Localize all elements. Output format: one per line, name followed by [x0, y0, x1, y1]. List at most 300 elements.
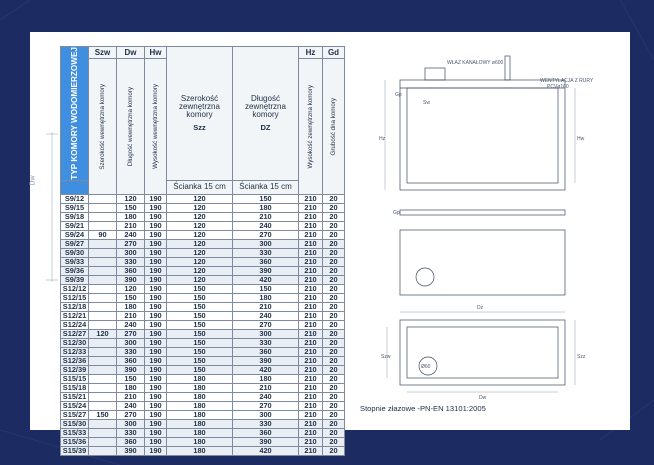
cell-hw: 190: [145, 203, 167, 212]
cell-szw: 120: [89, 329, 117, 338]
cell-dw: 330: [117, 347, 145, 356]
cell-hw: 190: [145, 248, 167, 257]
cell-hz: 210: [299, 194, 323, 203]
cell-dz: 180: [233, 203, 299, 212]
cell-dz: 240: [233, 392, 299, 401]
cell-hw: 190: [145, 311, 167, 320]
cell-szz: 120: [167, 194, 233, 203]
cell-hz: 210: [299, 374, 323, 383]
phi-label: Ø60: [421, 364, 431, 370]
cell-szz: 150: [167, 356, 233, 365]
table-row: [61, 410, 345, 419]
vent-label-2: PCVø160: [547, 84, 569, 90]
cell-szw: [89, 212, 117, 221]
hatch-shape: [425, 68, 445, 80]
cell-szw: [89, 338, 117, 347]
cell-hz: 210: [299, 356, 323, 365]
cell-szw: [89, 392, 117, 401]
cell-typ: S12/24: [61, 320, 89, 329]
cell-dw: 240: [117, 320, 145, 329]
cell-typ: S12/33: [61, 347, 89, 356]
cell-hz: 210: [299, 410, 323, 419]
cell-hz: 210: [299, 257, 323, 266]
cell-szw: [89, 194, 117, 203]
szw-label: Szw: [381, 354, 391, 360]
cell-szw: [89, 437, 117, 446]
side-dimension-label: Dw: [29, 175, 37, 186]
cell-gd: 20: [323, 257, 345, 266]
cell-hw: 190: [145, 257, 167, 266]
cell-szz: 120: [167, 275, 233, 284]
cell-gd: 20: [323, 275, 345, 284]
cell-szz: 120: [167, 203, 233, 212]
header-hz-desc: Wysokość zewnętrzna komory: [299, 59, 323, 195]
cell-gd: 20: [323, 446, 345, 455]
cell-gd: 20: [323, 212, 345, 221]
cell-dz: 300: [233, 410, 299, 419]
cell-szw: [89, 356, 117, 365]
cell-hw: 190: [145, 446, 167, 455]
cell-typ: S9/36: [61, 266, 89, 275]
cell-dz: 300: [233, 239, 299, 248]
header-hz: Hz: [299, 47, 323, 59]
cell-dz: 150: [233, 284, 299, 293]
cell-dz: 150: [233, 194, 299, 203]
cell-hw: 190: [145, 365, 167, 374]
hatch-label: WŁAZ KANAŁOWY ø600: [447, 60, 504, 66]
cell-hw: 190: [145, 383, 167, 392]
cell-hz: 210: [299, 383, 323, 392]
cell-szz: 150: [167, 302, 233, 311]
cell-szw: [89, 275, 117, 284]
cell-typ: S12/18: [61, 302, 89, 311]
cell-szw: [89, 266, 117, 275]
cell-typ: S15/27: [61, 410, 89, 419]
cell-dz: 360: [233, 257, 299, 266]
cell-gd: 20: [323, 302, 345, 311]
cell-typ: S15/18: [61, 383, 89, 392]
cell-hz: 210: [299, 302, 323, 311]
cell-hw: 190: [145, 401, 167, 410]
table-row: [61, 392, 345, 401]
header-dz: Długość zewnętrzna komory DZ: [233, 47, 299, 181]
cell-dw: 150: [117, 293, 145, 302]
cell-dw: 330: [117, 257, 145, 266]
cell-dw: 390: [117, 275, 145, 284]
cell-dz: 330: [233, 419, 299, 428]
cell-szz: 180: [167, 446, 233, 455]
cell-hw: 190: [145, 275, 167, 284]
table-row: [61, 230, 345, 239]
cell-hw: 190: [145, 221, 167, 230]
cell-dz: 360: [233, 347, 299, 356]
cell-hz: 210: [299, 437, 323, 446]
cell-hw: 190: [145, 392, 167, 401]
cell-szw: [89, 347, 117, 356]
top-inner: [407, 327, 558, 378]
cell-dw: 210: [117, 311, 145, 320]
cell-hz: 210: [299, 230, 323, 239]
cell-hz: 210: [299, 293, 323, 302]
vent-pipe-shape: [505, 56, 510, 80]
top-outline: [400, 320, 565, 385]
table-row: [61, 401, 345, 410]
cell-szw: [89, 320, 117, 329]
hw-label: Hw: [577, 136, 585, 142]
cell-hz: 210: [299, 203, 323, 212]
cell-hz: 210: [299, 248, 323, 257]
cell-typ: S12/27: [61, 329, 89, 338]
cell-szz: 150: [167, 284, 233, 293]
vent-label-1: WENTYLACJA Z RURY: [540, 78, 594, 84]
cell-dw: 270: [117, 329, 145, 338]
cell-hz: 210: [299, 221, 323, 230]
cell-szw: [89, 302, 117, 311]
cell-dz: 240: [233, 221, 299, 230]
cell-typ: S9/15: [61, 203, 89, 212]
cell-szz: 150: [167, 329, 233, 338]
cell-szw: [89, 383, 117, 392]
cell-gd: 20: [323, 311, 345, 320]
cell-szz: 180: [167, 392, 233, 401]
cell-dw: 360: [117, 437, 145, 446]
cell-gd: 20: [323, 419, 345, 428]
table-row: [61, 275, 345, 284]
cell-dz: 240: [233, 311, 299, 320]
cell-szw: [89, 401, 117, 410]
cell-szz: 180: [167, 410, 233, 419]
table-row: [61, 365, 345, 374]
cell-szw: [89, 203, 117, 212]
cell-hz: 210: [299, 311, 323, 320]
cell-typ: S12/21: [61, 311, 89, 320]
header-szw-desc: Szerokość wewnętrzna komory: [89, 59, 117, 195]
cell-dw: 120: [117, 194, 145, 203]
header-type: TYP KOMORY WODOMIERZOWEJ: [61, 47, 89, 181]
cell-hw: 190: [145, 212, 167, 221]
cell-szz: 180: [167, 374, 233, 383]
cell-dz: 330: [233, 248, 299, 257]
cell-dz: 420: [233, 446, 299, 455]
cell-dw: 210: [117, 392, 145, 401]
cell-dz: 270: [233, 320, 299, 329]
cell-dw: 300: [117, 338, 145, 347]
cell-hw: 190: [145, 329, 167, 338]
cell-hw: 190: [145, 320, 167, 329]
table-row: [61, 257, 345, 266]
cell-gd: 20: [323, 401, 345, 410]
cell-typ: S9/21: [61, 221, 89, 230]
norm-note: Stopnie złazowe -PN-EN 13101:2005: [360, 404, 486, 413]
cell-dz: 390: [233, 437, 299, 446]
cell-typ: S15/39: [61, 446, 89, 455]
cell-typ: S12/15: [61, 293, 89, 302]
cell-gd: 20: [323, 392, 345, 401]
cell-hw: 190: [145, 293, 167, 302]
header-dw: Dw: [117, 47, 145, 59]
cell-dz: 420: [233, 365, 299, 374]
cell-gd: 20: [323, 383, 345, 392]
table-row: [61, 356, 345, 365]
cell-szz: 120: [167, 257, 233, 266]
cell-dw: 180: [117, 383, 145, 392]
cell-dw: 390: [117, 365, 145, 374]
cell-typ: S15/33: [61, 428, 89, 437]
cell-gd: 20: [323, 284, 345, 293]
cell-dz: 360: [233, 428, 299, 437]
table-row: [61, 383, 345, 392]
cell-dw: 360: [117, 356, 145, 365]
table-row: [61, 419, 345, 428]
cell-szw: 150: [89, 410, 117, 419]
cell-dz: 210: [233, 212, 299, 221]
cell-dw: 330: [117, 428, 145, 437]
cell-gd: 20: [323, 248, 345, 257]
cell-hz: 210: [299, 212, 323, 221]
cell-typ: S15/21: [61, 392, 89, 401]
cell-hw: 190: [145, 347, 167, 356]
table-row: [61, 329, 345, 338]
table-row: [61, 347, 345, 356]
cell-hz: 210: [299, 266, 323, 275]
technical-drawings: [355, 40, 595, 400]
cell-hw: 190: [145, 302, 167, 311]
szz-label: Szz: [577, 354, 586, 360]
table-row: [61, 338, 345, 347]
cell-typ: S9/30: [61, 248, 89, 257]
cell-typ: S15/36: [61, 437, 89, 446]
cell-typ: S15/24: [61, 401, 89, 410]
cell-gd: 20: [323, 329, 345, 338]
cell-hw: 190: [145, 419, 167, 428]
cell-szw: [89, 374, 117, 383]
cell-typ: S9/27: [61, 239, 89, 248]
cell-dw: 390: [117, 446, 145, 455]
table-row: [61, 428, 345, 437]
cell-szz: 120: [167, 239, 233, 248]
cell-dz: 210: [233, 383, 299, 392]
cell-dz: 270: [233, 230, 299, 239]
cell-gd: 20: [323, 347, 345, 356]
header-dw-desc: Długość wewnętrzna komory: [117, 59, 145, 195]
header-szz: Szerokość zewnętrzna komory Szz: [167, 47, 233, 181]
cell-typ: S9/18: [61, 212, 89, 221]
cell-dw: 210: [117, 221, 145, 230]
cell-szz: 180: [167, 383, 233, 392]
cell-typ: S12/30: [61, 338, 89, 347]
cell-hw: 190: [145, 338, 167, 347]
cell-typ: S9/39: [61, 275, 89, 284]
cell-dw: 300: [117, 248, 145, 257]
cell-szz: 120: [167, 221, 233, 230]
cell-szz: 150: [167, 320, 233, 329]
cell-szz: 150: [167, 347, 233, 356]
cell-hz: 210: [299, 419, 323, 428]
cell-dw: 150: [117, 374, 145, 383]
cell-szz: 180: [167, 401, 233, 410]
cell-typ: S15/30: [61, 419, 89, 428]
cell-hw: 190: [145, 356, 167, 365]
cell-szz: 150: [167, 338, 233, 347]
cell-szz: 150: [167, 365, 233, 374]
cell-dw: 270: [117, 239, 145, 248]
cell-gd: 20: [323, 356, 345, 365]
table-row: [61, 320, 345, 329]
cell-gd: 20: [323, 230, 345, 239]
gp-plan-label: Gp: [393, 210, 400, 216]
cell-hz: 210: [299, 320, 323, 329]
cell-dz: 390: [233, 356, 299, 365]
gp-label: Gp: [395, 92, 402, 98]
cell-hw: 190: [145, 230, 167, 239]
header-gd: Gd: [323, 47, 345, 59]
cell-szw: [89, 365, 117, 374]
cell-szw: 90: [89, 230, 117, 239]
cell-hz: 210: [299, 446, 323, 455]
cell-szw: [89, 221, 117, 230]
table-row: [61, 221, 345, 230]
cell-szw: [89, 446, 117, 455]
cell-dz: 180: [233, 293, 299, 302]
table-row: [61, 194, 345, 203]
hz-label: Hz: [379, 136, 386, 142]
cell-gd: 20: [323, 320, 345, 329]
cell-dw: 360: [117, 266, 145, 275]
table-row: [61, 212, 345, 221]
cell-szw: [89, 311, 117, 320]
cell-szw: [89, 239, 117, 248]
cell-hw: 190: [145, 239, 167, 248]
cell-gd: 20: [323, 374, 345, 383]
header-szz-wall: Ścianka 15 cm: [167, 180, 233, 194]
cell-hw: 190: [145, 284, 167, 293]
table-row: [61, 302, 345, 311]
cell-gd: 20: [323, 221, 345, 230]
cell-szz: 150: [167, 311, 233, 320]
cell-hw: 190: [145, 428, 167, 437]
cell-gd: 20: [323, 410, 345, 419]
table-row: [61, 374, 345, 383]
cell-gd: 20: [323, 293, 345, 302]
cell-dz: 210: [233, 302, 299, 311]
cell-dz: 180: [233, 374, 299, 383]
header-dz-wall: Ścianka 15 cm: [233, 180, 299, 194]
header-type-spacer: [61, 180, 89, 194]
cell-dz: 300: [233, 329, 299, 338]
cell-dz: 270: [233, 401, 299, 410]
cell-szz: 120: [167, 266, 233, 275]
cell-typ: S12/12: [61, 284, 89, 293]
plan-hatch-circle: [416, 268, 434, 286]
header-hw: Hw: [145, 47, 167, 59]
cell-dw: 240: [117, 230, 145, 239]
sw-label: Sw: [423, 100, 430, 106]
cell-szz: 150: [167, 293, 233, 302]
cell-dw: 120: [117, 284, 145, 293]
cell-typ: S12/39: [61, 365, 89, 374]
cell-dz: 330: [233, 338, 299, 347]
cell-dz: 420: [233, 275, 299, 284]
table-row: [61, 437, 345, 446]
cell-hw: 190: [145, 437, 167, 446]
cell-szz: 180: [167, 428, 233, 437]
cell-dw: 270: [117, 410, 145, 419]
cell-gd: 20: [323, 428, 345, 437]
table-row: [61, 284, 345, 293]
cell-hz: 210: [299, 365, 323, 374]
cell-gd: 20: [323, 266, 345, 275]
cell-gd: 20: [323, 437, 345, 446]
cell-szz: 180: [167, 419, 233, 428]
cell-dw: 180: [117, 302, 145, 311]
section-outline: [400, 80, 565, 190]
cell-szw: [89, 284, 117, 293]
table-row: [61, 248, 345, 257]
cell-szw: [89, 248, 117, 257]
cell-typ: S9/33: [61, 257, 89, 266]
cell-hz: 210: [299, 239, 323, 248]
table-body: [61, 194, 345, 455]
cell-gd: 20: [323, 203, 345, 212]
cell-hz: 210: [299, 392, 323, 401]
cell-szz: 120: [167, 248, 233, 257]
table-row: [61, 203, 345, 212]
cell-dz: 390: [233, 266, 299, 275]
header-gd-desc: Grubość dna komory: [323, 59, 345, 195]
table-row: [61, 293, 345, 302]
cell-typ: S9/24: [61, 230, 89, 239]
cell-hz: 210: [299, 284, 323, 293]
cell-szw: [89, 428, 117, 437]
cell-dw: 180: [117, 212, 145, 221]
cell-hw: 190: [145, 410, 167, 419]
table-row: [61, 311, 345, 320]
cell-gd: 20: [323, 338, 345, 347]
cell-gd: 20: [323, 365, 345, 374]
cell-szw: [89, 419, 117, 428]
cell-szz: 120: [167, 212, 233, 221]
header-szw: Szw: [89, 47, 117, 59]
cell-hz: 210: [299, 329, 323, 338]
cell-gd: 20: [323, 194, 345, 203]
cell-typ: S9/12: [61, 194, 89, 203]
cell-szw: [89, 257, 117, 266]
cell-dw: 240: [117, 401, 145, 410]
dz-label: Dz: [477, 305, 484, 311]
table-row: [61, 266, 345, 275]
cell-hw: 190: [145, 194, 167, 203]
cell-hw: 190: [145, 266, 167, 275]
cell-hz: 210: [299, 347, 323, 356]
cell-typ: S15/15: [61, 374, 89, 383]
cell-hz: 210: [299, 275, 323, 284]
cell-hz: 210: [299, 401, 323, 410]
header-hw-desc: Wysokość wewnętrzna komory: [145, 59, 167, 195]
cell-typ: S12/36: [61, 356, 89, 365]
cell-szz: 180: [167, 437, 233, 446]
cell-szw: [89, 293, 117, 302]
table-row: [61, 446, 345, 455]
chamber-spec-table: [60, 46, 345, 456]
dw-label: Dw: [479, 395, 487, 400]
cell-szz: 120: [167, 230, 233, 239]
cell-dw: 300: [117, 419, 145, 428]
cell-gd: 20: [323, 239, 345, 248]
cell-hz: 210: [299, 428, 323, 437]
cell-hz: 210: [299, 338, 323, 347]
cell-hw: 190: [145, 374, 167, 383]
plan-outline: [400, 230, 565, 295]
